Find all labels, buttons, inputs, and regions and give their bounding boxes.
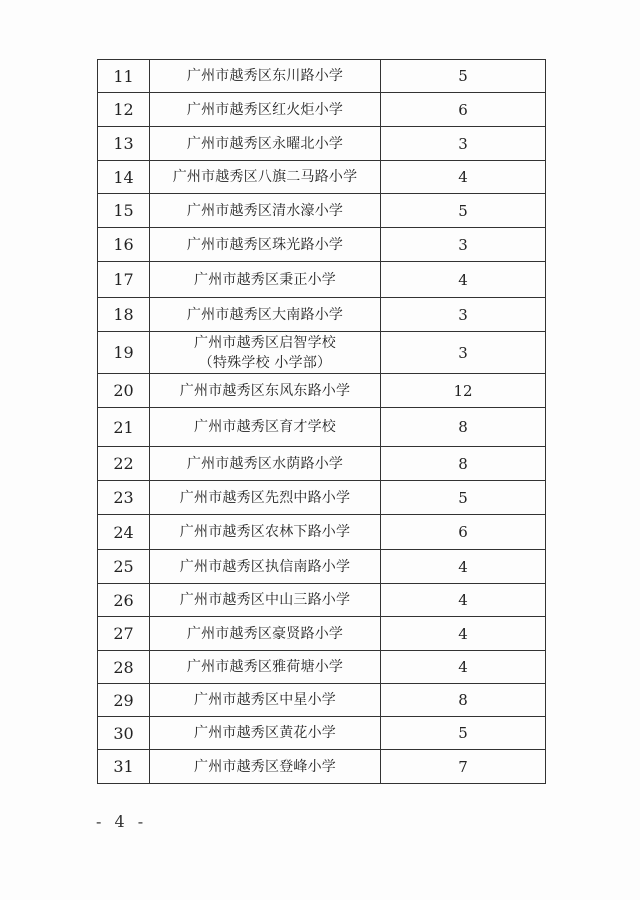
school-name-cell	[150, 194, 381, 228]
school-name-cell	[150, 332, 381, 374]
count-cell: 6	[381, 515, 546, 550]
table-row	[98, 194, 546, 228]
count-cell: 7	[381, 750, 546, 784]
school-name-line: 广州市越秀区清水濠小学	[186, 202, 344, 219]
table-row	[98, 228, 546, 262]
count-cell: 6	[381, 93, 546, 127]
row-number-cell: 23	[98, 481, 150, 515]
row-number-cell: 28	[98, 651, 150, 684]
table-row	[98, 161, 546, 194]
table-row	[98, 584, 546, 617]
school-quota-table	[97, 59, 546, 784]
school-name-cell	[150, 93, 381, 127]
row-number-cell: 27	[98, 617, 150, 651]
school-name-cell	[150, 228, 381, 262]
row-number-cell: 30	[98, 717, 150, 750]
row-number-cell: 24	[98, 515, 150, 550]
school-name-line: 广州市越秀区东川路小学	[186, 68, 344, 84]
school-name-cell	[150, 298, 381, 332]
table-row	[98, 127, 546, 161]
table-row	[98, 481, 546, 515]
row-number-cell: 29	[98, 684, 150, 717]
count-cell: 5	[381, 481, 546, 515]
school-name-line: 广州市越秀区永曜北小学	[186, 135, 344, 152]
school-name-cell	[150, 617, 381, 651]
school-name-line: 广州市越秀区农林下路小学	[179, 524, 351, 540]
row-number-cell: 16	[98, 228, 150, 262]
count-cell: 8	[381, 447, 546, 481]
school-name-line: 广州市越秀区红火炬小学	[186, 101, 344, 118]
table-row	[98, 332, 546, 374]
row-number-cell: 31	[98, 750, 150, 784]
row-number-cell: 21	[98, 408, 150, 447]
school-name-line: 广州市越秀区中星小学	[194, 692, 336, 708]
school-name-line: 广州市越秀区东风东路小学	[179, 382, 351, 399]
table-body	[98, 60, 546, 784]
count-cell: 5	[381, 60, 546, 93]
row-number-cell: 15	[98, 194, 150, 228]
school-name-cell	[150, 447, 381, 481]
school-name-cell	[150, 161, 381, 194]
school-name-line: 广州市越秀区豪贤路小学	[186, 625, 344, 642]
school-name-line: 广州市越秀区珠光路小学	[186, 236, 344, 253]
school-name-cell	[150, 651, 381, 684]
table-row	[98, 408, 546, 447]
school-name-cell	[150, 374, 381, 408]
school-name-cell	[150, 262, 381, 298]
school-name-cell	[150, 127, 381, 161]
count-cell: 3	[381, 127, 546, 161]
row-number-cell: 25	[98, 550, 150, 584]
count-cell: 4	[381, 584, 546, 617]
count-cell: 4	[381, 651, 546, 684]
school-name-cell	[150, 481, 381, 515]
table-row	[98, 550, 546, 584]
table-row	[98, 447, 546, 481]
school-name-cell	[150, 60, 381, 93]
school-name-line: 广州市越秀区启智学校	[194, 334, 336, 351]
count-cell: 12	[381, 374, 546, 408]
count-cell: 8	[381, 684, 546, 717]
school-name-line: 广州市越秀区大南路小学	[186, 306, 344, 323]
count-cell: 4	[381, 262, 546, 298]
page-number: - 4 -	[96, 812, 148, 831]
table-row	[98, 374, 546, 408]
school-name-line: 广州市越秀区水荫路小学	[186, 455, 344, 472]
count-cell: 4	[381, 161, 546, 194]
school-name-line: 广州市越秀区登峰小学	[194, 758, 336, 775]
school-name-cell	[150, 515, 381, 550]
school-name-cell	[150, 717, 381, 750]
count-cell: 5	[381, 717, 546, 750]
count-cell: 3	[381, 298, 546, 332]
row-number-cell: 11	[98, 60, 150, 93]
row-number-cell: 12	[98, 93, 150, 127]
table-row	[98, 717, 546, 750]
school-name-line: 广州市越秀区育才学校	[194, 419, 336, 435]
table-row	[98, 515, 546, 550]
school-name-line: 广州市越秀区秉正小学	[194, 271, 336, 288]
count-cell: 3	[381, 332, 546, 374]
table-row	[98, 750, 546, 784]
count-cell: 8	[381, 408, 546, 447]
school-name-cell	[150, 584, 381, 617]
table-row	[98, 684, 546, 717]
table-row	[98, 262, 546, 298]
school-name-line: 广州市越秀区执信南路小学	[179, 558, 351, 575]
row-number-cell: 22	[98, 447, 150, 481]
school-name-cell	[150, 750, 381, 784]
school-name-cell	[150, 684, 381, 717]
table-row	[98, 617, 546, 651]
school-name-line: （特殊学校 小学部）	[198, 354, 332, 371]
row-number-cell: 20	[98, 374, 150, 408]
count-cell: 4	[381, 617, 546, 651]
row-number-cell: 26	[98, 584, 150, 617]
count-cell: 3	[381, 228, 546, 262]
school-name-line: 广州市越秀区中山三路小学	[179, 592, 351, 608]
row-number-cell: 18	[98, 298, 150, 332]
school-name-cell	[150, 550, 381, 584]
school-name-line: 广州市越秀区先烈中路小学	[179, 489, 351, 506]
row-number-cell: 17	[98, 262, 150, 298]
row-number-cell: 19	[98, 332, 150, 374]
school-name-line: 广州市越秀区黄花小学	[194, 725, 336, 741]
table-row	[98, 60, 546, 93]
table-row	[98, 298, 546, 332]
count-cell: 5	[381, 194, 546, 228]
row-number-cell: 14	[98, 161, 150, 194]
row-number-cell: 13	[98, 127, 150, 161]
school-name-line: 广州市越秀区八旗二马路小学	[172, 169, 358, 185]
count-cell: 4	[381, 550, 546, 584]
table-row	[98, 93, 546, 127]
table-row	[98, 651, 546, 684]
school-name-cell	[150, 408, 381, 447]
school-name-line: 广州市越秀区雅荷塘小学	[186, 659, 344, 675]
